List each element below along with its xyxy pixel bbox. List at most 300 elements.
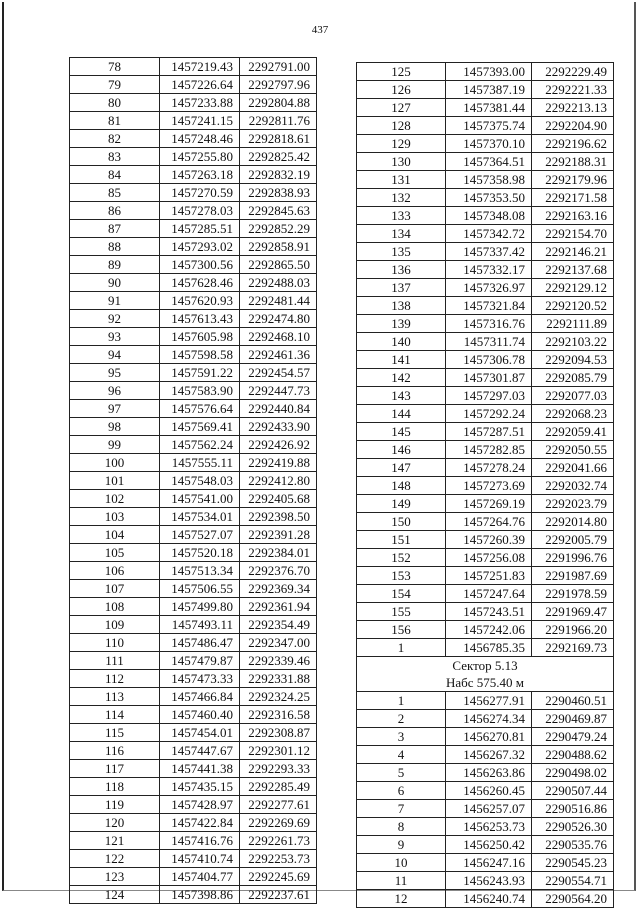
point-number: 12 xyxy=(357,890,446,908)
coord-y: 2292245.69 xyxy=(240,868,317,886)
coord-x: 1457620.93 xyxy=(160,292,240,310)
point-number: 102 xyxy=(70,490,160,508)
section-header-row xyxy=(357,657,614,692)
point-number: 86 xyxy=(70,202,160,220)
point-number: 78 xyxy=(70,58,160,76)
coord-x: 1457591.22 xyxy=(160,364,240,382)
point-number: 90 xyxy=(70,274,160,292)
point-number: 89 xyxy=(70,256,160,274)
point-number: 108 xyxy=(70,598,160,616)
coord-y: 2290498.02 xyxy=(532,764,614,782)
coord-y: 2290516.86 xyxy=(532,800,614,818)
coord-x: 1457242.06 xyxy=(446,621,532,639)
coordinates-table-right xyxy=(356,62,614,908)
coord-x: 1457562.24 xyxy=(160,436,240,454)
table-row xyxy=(70,94,317,112)
table-row xyxy=(70,166,317,184)
table-row xyxy=(70,580,317,598)
point-number: 141 xyxy=(357,351,446,369)
coord-x: 1457534.01 xyxy=(160,508,240,526)
coord-y: 2292050.55 xyxy=(532,441,614,459)
coord-y: 2292461.36 xyxy=(240,346,317,364)
coord-x: 1457583.90 xyxy=(160,382,240,400)
table-row xyxy=(357,621,614,639)
table-row xyxy=(357,567,614,585)
table-row xyxy=(70,634,317,652)
coord-y: 2292419.88 xyxy=(240,454,317,472)
table-row xyxy=(357,135,614,153)
point-number: 117 xyxy=(70,760,160,778)
table-row xyxy=(357,189,614,207)
coord-x: 1457460.40 xyxy=(160,706,240,724)
coord-x: 1457287.51 xyxy=(446,423,532,441)
table-row xyxy=(357,81,614,99)
table-row xyxy=(70,526,317,544)
coord-y: 2292811.76 xyxy=(240,112,317,130)
point-number: 5 xyxy=(357,764,446,782)
coord-x: 1456274.34 xyxy=(446,710,532,728)
coord-y: 2291966.20 xyxy=(532,621,614,639)
point-number: 112 xyxy=(70,670,160,688)
point-number: 154 xyxy=(357,585,446,603)
coord-y: 2292440.84 xyxy=(240,400,317,418)
point-number: 87 xyxy=(70,220,160,238)
table-row xyxy=(357,405,614,423)
point-number: 2 xyxy=(357,710,446,728)
point-number: 88 xyxy=(70,238,160,256)
coord-y: 2292023.79 xyxy=(532,495,614,513)
coord-x: 1457447.67 xyxy=(160,742,240,760)
coord-x: 1456243.93 xyxy=(446,872,532,890)
point-number: 93 xyxy=(70,328,160,346)
coord-y: 2290564.20 xyxy=(532,890,614,908)
coord-x: 1457278.03 xyxy=(160,202,240,220)
table-row xyxy=(70,562,317,580)
coord-x: 1457493.11 xyxy=(160,616,240,634)
table-row xyxy=(357,315,614,333)
point-number: 8 xyxy=(357,818,446,836)
point-number: 83 xyxy=(70,148,160,166)
coord-y: 2292169.73 xyxy=(532,639,614,657)
point-number: 155 xyxy=(357,603,446,621)
point-number: 111 xyxy=(70,652,160,670)
coord-x: 1457273.69 xyxy=(446,477,532,495)
coord-y: 2290526.30 xyxy=(532,818,614,836)
table-row xyxy=(70,364,317,382)
coord-x: 1457226.64 xyxy=(160,76,240,94)
coord-x: 1457219.43 xyxy=(160,58,240,76)
point-number: 142 xyxy=(357,369,446,387)
point-number: 146 xyxy=(357,441,446,459)
coord-y: 2292005.79 xyxy=(532,531,614,549)
coord-y: 2292426.92 xyxy=(240,436,317,454)
coord-x: 1457375.74 xyxy=(446,117,532,135)
point-number: 104 xyxy=(70,526,160,544)
coord-y: 2292253.73 xyxy=(240,850,317,868)
table-row xyxy=(357,369,614,387)
coord-y: 2292059.41 xyxy=(532,423,614,441)
point-number: 96 xyxy=(70,382,160,400)
coord-y: 2292277.61 xyxy=(240,796,317,814)
coord-x: 1456270.81 xyxy=(446,728,532,746)
coord-x: 1456277.91 xyxy=(446,692,532,710)
table-row xyxy=(70,706,317,724)
point-number: 94 xyxy=(70,346,160,364)
coord-y: 2292858.91 xyxy=(240,238,317,256)
coord-x: 1457398.86 xyxy=(160,886,240,904)
table-row xyxy=(357,261,614,279)
table-row xyxy=(357,243,614,261)
table-row xyxy=(70,742,317,760)
point-number: 118 xyxy=(70,778,160,796)
table-row xyxy=(357,800,614,818)
table-row xyxy=(357,531,614,549)
point-number: 139 xyxy=(357,315,446,333)
coord-x: 1457306.78 xyxy=(446,351,532,369)
table-row xyxy=(70,832,317,850)
coord-x: 1457506.55 xyxy=(160,580,240,598)
coord-x: 1457255.80 xyxy=(160,148,240,166)
coord-x: 1456785.35 xyxy=(446,639,532,657)
table-row xyxy=(357,836,614,854)
point-number: 147 xyxy=(357,459,446,477)
table-row xyxy=(357,692,614,710)
coord-x: 1457364.51 xyxy=(446,153,532,171)
coord-x: 1457486.47 xyxy=(160,634,240,652)
coord-y: 2292229.49 xyxy=(532,63,614,81)
table-row xyxy=(70,202,317,220)
coord-x: 1457613.43 xyxy=(160,310,240,328)
point-number: 115 xyxy=(70,724,160,742)
coord-y: 2292398.50 xyxy=(240,508,317,526)
table-row xyxy=(70,760,317,778)
table-row xyxy=(357,854,614,872)
coord-x: 1457278.24 xyxy=(446,459,532,477)
table-row xyxy=(357,639,614,657)
coord-y: 2290535.76 xyxy=(532,836,614,854)
point-number: 110 xyxy=(70,634,160,652)
coord-x: 1457422.84 xyxy=(160,814,240,832)
point-number: 128 xyxy=(357,117,446,135)
point-number: 130 xyxy=(357,153,446,171)
coord-x: 1457282.85 xyxy=(446,441,532,459)
coord-x: 1457576.64 xyxy=(160,400,240,418)
coord-x: 1457416.76 xyxy=(160,832,240,850)
coord-x: 1457520.18 xyxy=(160,544,240,562)
table-row xyxy=(70,418,317,436)
coord-x: 1456240.74 xyxy=(446,890,532,908)
coord-x: 1457300.56 xyxy=(160,256,240,274)
table-row xyxy=(70,112,317,130)
table-row xyxy=(357,890,614,908)
coordinates-table-right-bottom xyxy=(357,692,614,908)
coord-y: 2292331.88 xyxy=(240,670,317,688)
table-row xyxy=(357,225,614,243)
coord-y: 2292111.89 xyxy=(532,315,614,333)
coord-y: 2292384.01 xyxy=(240,544,317,562)
coord-x: 1456247.16 xyxy=(446,854,532,872)
table-row xyxy=(70,778,317,796)
coord-y: 2292838.93 xyxy=(240,184,317,202)
coord-x: 1457555.11 xyxy=(160,454,240,472)
coord-y: 2292474.80 xyxy=(240,310,317,328)
coord-x: 1457473.33 xyxy=(160,670,240,688)
coord-y: 2292324.25 xyxy=(240,688,317,706)
table-row xyxy=(70,436,317,454)
table-row xyxy=(357,513,614,531)
coord-x: 1456263.86 xyxy=(446,764,532,782)
coord-y: 2291978.59 xyxy=(532,585,614,603)
point-number: 6 xyxy=(357,782,446,800)
point-number: 95 xyxy=(70,364,160,382)
table-row xyxy=(70,292,317,310)
coord-y: 2292077.03 xyxy=(532,387,614,405)
coord-x: 1457435.15 xyxy=(160,778,240,796)
coord-x: 1457548.03 xyxy=(160,472,240,490)
coord-x: 1457569.41 xyxy=(160,418,240,436)
coord-x: 1457393.00 xyxy=(446,63,532,81)
point-number: 1 xyxy=(357,692,446,710)
coord-x: 1457293.02 xyxy=(160,238,240,256)
coord-y: 2292285.49 xyxy=(240,778,317,796)
table-row xyxy=(357,818,614,836)
point-number: 149 xyxy=(357,495,446,513)
table-row xyxy=(357,603,614,621)
coord-x: 1457479.87 xyxy=(160,652,240,670)
table-row xyxy=(70,382,317,400)
coord-y: 2291996.76 xyxy=(532,549,614,567)
coord-x: 1457541.00 xyxy=(160,490,240,508)
table-row xyxy=(70,184,317,202)
coord-y: 2290469.87 xyxy=(532,710,614,728)
point-number: 153 xyxy=(357,567,446,585)
coord-x: 1457466.84 xyxy=(160,688,240,706)
point-number: 150 xyxy=(357,513,446,531)
coord-y: 2292261.73 xyxy=(240,832,317,850)
coord-x: 1457358.98 xyxy=(446,171,532,189)
point-number: 101 xyxy=(70,472,160,490)
coord-y: 2292865.50 xyxy=(240,256,317,274)
point-number: 11 xyxy=(357,872,446,890)
coord-x: 1457292.24 xyxy=(446,405,532,423)
table-row xyxy=(357,710,614,728)
coord-y: 2292032.74 xyxy=(532,477,614,495)
coord-x: 1457247.64 xyxy=(446,585,532,603)
coord-y: 2292179.96 xyxy=(532,171,614,189)
table-row xyxy=(357,351,614,369)
table-row xyxy=(70,544,317,562)
point-number: 98 xyxy=(70,418,160,436)
point-number: 92 xyxy=(70,310,160,328)
coord-x: 1457605.98 xyxy=(160,328,240,346)
coord-y: 2292347.00 xyxy=(240,634,317,652)
coord-y: 2292468.10 xyxy=(240,328,317,346)
point-number: 126 xyxy=(357,81,446,99)
page-number: 437 xyxy=(311,24,329,36)
coord-y: 2292014.80 xyxy=(532,513,614,531)
table-row xyxy=(70,670,317,688)
coord-x: 1456267.32 xyxy=(446,746,532,764)
coord-x: 1457404.77 xyxy=(160,868,240,886)
point-number: 136 xyxy=(357,261,446,279)
point-number: 138 xyxy=(357,297,446,315)
point-number: 144 xyxy=(357,405,446,423)
coord-y: 2292488.03 xyxy=(240,274,317,292)
table-row xyxy=(70,508,317,526)
coord-y: 2292391.28 xyxy=(240,526,317,544)
coord-y: 2292376.70 xyxy=(240,562,317,580)
table-row xyxy=(357,99,614,117)
point-number: 114 xyxy=(70,706,160,724)
point-number: 125 xyxy=(357,63,446,81)
table-row xyxy=(70,850,317,868)
coord-x: 1457598.58 xyxy=(160,346,240,364)
table-row xyxy=(70,346,317,364)
coord-y: 2292068.23 xyxy=(532,405,614,423)
point-number: 124 xyxy=(70,886,160,904)
coord-x: 1457348.08 xyxy=(446,207,532,225)
table-row xyxy=(357,153,614,171)
coordinates-table-right-top xyxy=(357,63,614,657)
coord-y: 2292447.73 xyxy=(240,382,317,400)
table-row xyxy=(357,333,614,351)
coord-x: 1457316.76 xyxy=(446,315,532,333)
coord-x: 1457260.39 xyxy=(446,531,532,549)
point-number: 103 xyxy=(70,508,160,526)
coord-x: 1457332.17 xyxy=(446,261,532,279)
coord-x: 1457381.44 xyxy=(446,99,532,117)
coord-y: 2291987.69 xyxy=(532,567,614,585)
table-row xyxy=(70,310,317,328)
point-number: 4 xyxy=(357,746,446,764)
coord-y: 2290507.44 xyxy=(532,782,614,800)
point-number: 113 xyxy=(70,688,160,706)
coord-y: 2292845.63 xyxy=(240,202,317,220)
table-row xyxy=(70,454,317,472)
point-number: 97 xyxy=(70,400,160,418)
coord-y: 2292154.70 xyxy=(532,225,614,243)
coord-x: 1457441.38 xyxy=(160,760,240,778)
point-number: 137 xyxy=(357,279,446,297)
coord-x: 1457248.46 xyxy=(160,130,240,148)
point-number: 7 xyxy=(357,800,446,818)
point-number: 143 xyxy=(357,387,446,405)
point-number: 81 xyxy=(70,112,160,130)
coord-x: 1457499.80 xyxy=(160,598,240,616)
coord-x: 1457513.34 xyxy=(160,562,240,580)
coord-y: 2292308.87 xyxy=(240,724,317,742)
coord-x: 1456253.73 xyxy=(446,818,532,836)
coord-y: 2292852.29 xyxy=(240,220,317,238)
coord-x: 1457454.01 xyxy=(160,724,240,742)
table-row xyxy=(357,297,614,315)
coord-y: 2290479.24 xyxy=(532,728,614,746)
coord-x: 1457251.83 xyxy=(446,567,532,585)
coordinates-table-left xyxy=(69,57,317,904)
coordinates-table-left-body xyxy=(70,58,317,904)
table-row xyxy=(357,207,614,225)
point-number: 85 xyxy=(70,184,160,202)
point-number: 132 xyxy=(357,189,446,207)
coord-y: 2292163.16 xyxy=(532,207,614,225)
coord-y: 2290460.51 xyxy=(532,692,614,710)
table-row xyxy=(70,868,317,886)
coord-y: 2292213.13 xyxy=(532,99,614,117)
coord-x: 1457311.74 xyxy=(446,333,532,351)
point-number: 106 xyxy=(70,562,160,580)
table-row xyxy=(70,148,317,166)
coord-y: 2292269.69 xyxy=(240,814,317,832)
table-row xyxy=(357,171,614,189)
table-row xyxy=(70,400,317,418)
table-row xyxy=(357,549,614,567)
point-number: 127 xyxy=(357,99,446,117)
coord-y: 2292481.44 xyxy=(240,292,317,310)
table-row xyxy=(70,238,317,256)
coord-x: 1457285.51 xyxy=(160,220,240,238)
table-row xyxy=(357,441,614,459)
table-row xyxy=(357,764,614,782)
table-row xyxy=(357,387,614,405)
table-row xyxy=(357,585,614,603)
coord-x: 1457233.88 xyxy=(160,94,240,112)
coord-x: 1457301.87 xyxy=(446,369,532,387)
table-row xyxy=(357,477,614,495)
coord-x: 1457264.76 xyxy=(446,513,532,531)
coord-y: 2292339.46 xyxy=(240,652,317,670)
point-number: 107 xyxy=(70,580,160,598)
coord-x: 1457243.51 xyxy=(446,603,532,621)
table-row xyxy=(70,616,317,634)
table-row xyxy=(357,423,614,441)
point-number: 148 xyxy=(357,477,446,495)
point-number: 129 xyxy=(357,135,446,153)
table-row xyxy=(70,220,317,238)
point-number: 82 xyxy=(70,130,160,148)
table-row xyxy=(357,746,614,764)
coord-y: 2292188.31 xyxy=(532,153,614,171)
table-row xyxy=(70,688,317,706)
table-row xyxy=(357,117,614,135)
table-row xyxy=(357,728,614,746)
coord-y: 2292316.58 xyxy=(240,706,317,724)
table-row xyxy=(70,724,317,742)
point-number: 1 xyxy=(357,639,446,657)
coord-y: 2292804.88 xyxy=(240,94,317,112)
point-number: 91 xyxy=(70,292,160,310)
coord-x: 1457326.97 xyxy=(446,279,532,297)
coord-x: 1457337.42 xyxy=(446,243,532,261)
coord-x: 1457353.50 xyxy=(446,189,532,207)
point-number: 152 xyxy=(357,549,446,567)
point-number: 84 xyxy=(70,166,160,184)
table-row xyxy=(70,490,317,508)
coord-x: 1457270.59 xyxy=(160,184,240,202)
point-number: 99 xyxy=(70,436,160,454)
section-header-group xyxy=(357,657,614,692)
coord-y: 2292454.57 xyxy=(240,364,317,382)
coord-y: 2292137.68 xyxy=(532,261,614,279)
coord-x: 1457263.18 xyxy=(160,166,240,184)
point-number: 156 xyxy=(357,621,446,639)
coord-y: 2292354.49 xyxy=(240,616,317,634)
table-row xyxy=(357,459,614,477)
table-row xyxy=(70,58,317,76)
coord-y: 2290554.71 xyxy=(532,872,614,890)
coord-y: 2292085.79 xyxy=(532,369,614,387)
point-number: 133 xyxy=(357,207,446,225)
point-number: 122 xyxy=(70,850,160,868)
